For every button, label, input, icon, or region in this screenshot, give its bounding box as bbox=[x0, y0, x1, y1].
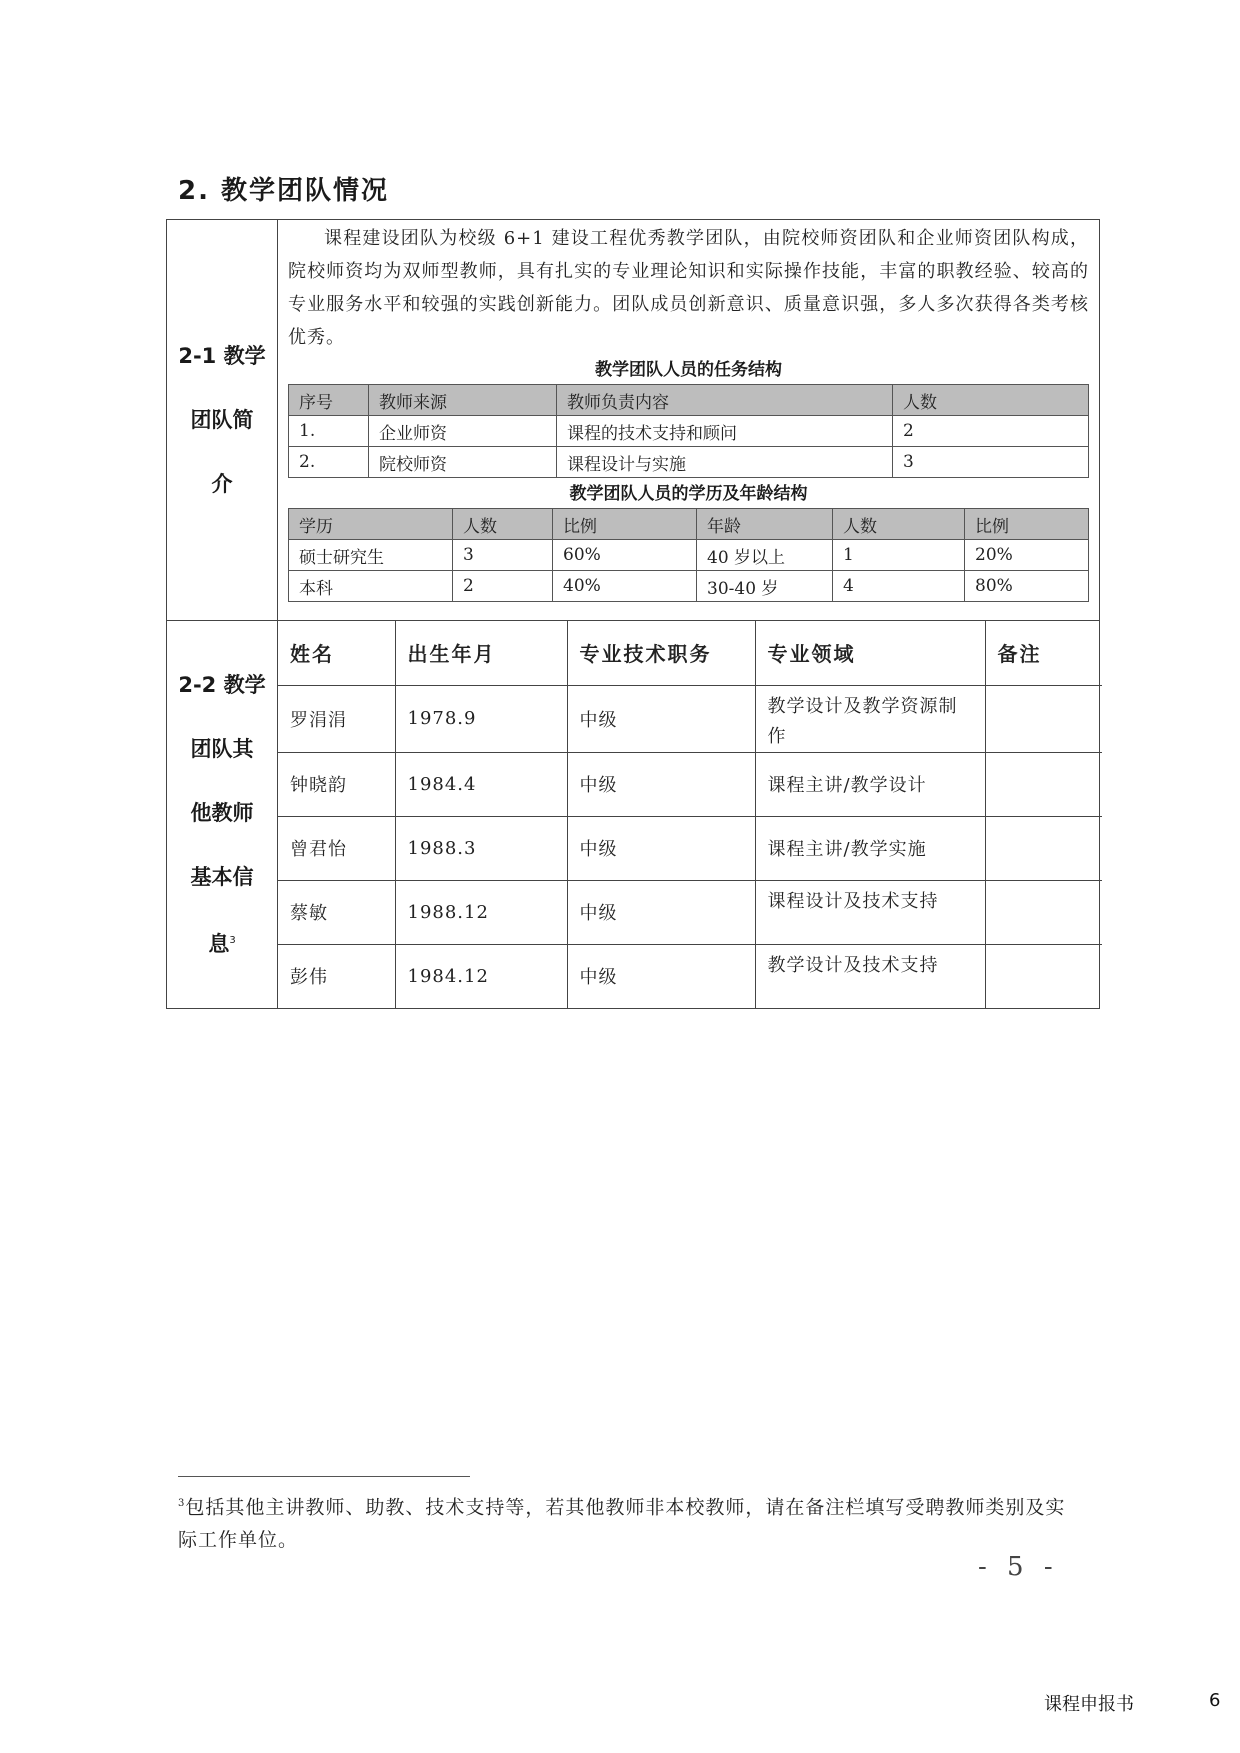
label-line: 他教师 bbox=[190, 801, 254, 825]
section-2-2-content bbox=[278, 621, 1100, 1009]
table-cell: 80% bbox=[965, 571, 1089, 602]
footnote-divider bbox=[178, 1476, 470, 1477]
birth-date: 1984.12 bbox=[395, 944, 567, 1008]
specialty-field: 教学设计及教学资源制作 bbox=[755, 685, 985, 752]
column-header: 学历 bbox=[289, 509, 453, 540]
column-header: 比例 bbox=[553, 509, 697, 540]
table-row bbox=[289, 571, 1089, 602]
table-cell: 课程设计与实施 bbox=[557, 447, 893, 478]
education-age-structure-table bbox=[288, 508, 1089, 602]
page-number: - 5 - bbox=[978, 1552, 1059, 1582]
professional-title: 中级 bbox=[567, 685, 755, 752]
section-2-1-label bbox=[167, 220, 278, 621]
birth-date: 1984.4 bbox=[395, 752, 567, 816]
footnote bbox=[178, 1487, 1068, 1557]
column-header: 比例 bbox=[965, 509, 1089, 540]
footnote-marker: 3 bbox=[178, 1498, 186, 1509]
remarks bbox=[985, 685, 1102, 752]
task-structure-table bbox=[288, 384, 1089, 478]
label-line bbox=[167, 909, 277, 976]
table-cell: 2. bbox=[289, 447, 369, 478]
table-cell: 60% bbox=[553, 540, 697, 571]
team-info-table bbox=[166, 219, 1100, 1009]
table-row bbox=[289, 447, 1089, 478]
section-2-1-row bbox=[167, 220, 1100, 621]
table-cell: 课程的技术支持和顾问 bbox=[557, 416, 893, 447]
section-2-1-content bbox=[278, 220, 1100, 621]
table-cell: 企业师资 bbox=[369, 416, 557, 447]
professional-title: 中级 bbox=[567, 752, 755, 816]
birth-date: 1988.12 bbox=[395, 880, 567, 944]
table-cell: 40% bbox=[553, 571, 697, 602]
table-row bbox=[289, 416, 1089, 447]
label-line: 基本信 bbox=[190, 865, 254, 889]
table-row bbox=[278, 752, 1102, 816]
label-line: 介 bbox=[211, 472, 233, 496]
column-header: 人数 bbox=[453, 509, 553, 540]
section-2-2-label bbox=[167, 621, 278, 1009]
remarks bbox=[985, 944, 1102, 1008]
table-cell: 本科 bbox=[289, 571, 453, 602]
teacher-name: 彭伟 bbox=[278, 944, 395, 1008]
column-header: 专业领域 bbox=[755, 621, 985, 685]
table-cell: 2 bbox=[453, 571, 553, 602]
footnote-text: 包括其他主讲教师、助教、技术支持等，若其他教师非本校教师，请在备注栏填写受聘教师类别及实际工作单位。 bbox=[178, 1496, 1066, 1552]
remarks bbox=[985, 752, 1102, 816]
section-2-2-row bbox=[167, 621, 1100, 1009]
column-header: 出生年月 bbox=[395, 621, 567, 685]
birth-date: 1978.9 bbox=[395, 685, 567, 752]
other-teachers-table bbox=[278, 621, 1102, 1008]
table-cell: 1. bbox=[289, 416, 369, 447]
column-header: 姓名 bbox=[278, 621, 395, 685]
table-row bbox=[278, 944, 1102, 1008]
table-cell: 3 bbox=[453, 540, 553, 571]
teacher-name: 钟晓韵 bbox=[278, 752, 395, 816]
table-row bbox=[278, 685, 1102, 752]
table-cell: 4 bbox=[833, 571, 965, 602]
birth-date: 1988.3 bbox=[395, 816, 567, 880]
table-cell: 20% bbox=[965, 540, 1089, 571]
teacher-name: 蔡敏 bbox=[278, 880, 395, 944]
label-line: 团队简 bbox=[190, 408, 254, 432]
table-header-row bbox=[278, 621, 1102, 685]
specialty-field: 课程主讲/教学实施 bbox=[755, 816, 985, 880]
specialty-field: 课程设计及技术支持 bbox=[755, 880, 985, 944]
table-header-row bbox=[289, 385, 1089, 416]
table-cell: 30-40 岁 bbox=[697, 571, 833, 602]
table-row bbox=[278, 816, 1102, 880]
label-text: 息 bbox=[208, 932, 230, 956]
column-header: 教师来源 bbox=[369, 385, 557, 416]
specialty-field: 课程主讲/教学设计 bbox=[755, 752, 985, 816]
education-age-structure-title: 教学团队人员的学历及年龄结构 bbox=[569, 484, 808, 504]
team-intro-text: 课程建设团队为校级 6+1 建设工程优秀教学团队，由院校师资团队和企业师资团队构成，院校师资均为双师型教师，具有扎实的专业理论知识和实际操作技能，丰富的职教经验、较高的专业服务水平和较强的实践创新能力。团队成员创新意识、质量意识强，多人多次获得各类考核优秀。 bbox=[288, 228, 1089, 348]
table-row bbox=[278, 880, 1102, 944]
column-header: 年龄 bbox=[697, 509, 833, 540]
footnote-ref: 3 bbox=[229, 935, 236, 946]
table-header-row bbox=[289, 509, 1089, 540]
document-label: 课程申报书 bbox=[1044, 1694, 1134, 1715]
table-cell: 2 bbox=[893, 416, 1089, 447]
label-line: 2-2 教学 bbox=[178, 673, 266, 697]
column-header: 人数 bbox=[893, 385, 1089, 416]
label-line: 团队其 bbox=[190, 737, 254, 761]
task-structure-title: 教学团队人员的任务结构 bbox=[595, 360, 782, 380]
remarks bbox=[985, 880, 1102, 944]
table-cell: 3 bbox=[893, 447, 1089, 478]
professional-title: 中级 bbox=[567, 816, 755, 880]
section-heading: 2. 教学团队情况 bbox=[178, 176, 390, 206]
remarks bbox=[985, 816, 1102, 880]
professional-title: 中级 bbox=[567, 880, 755, 944]
column-header: 专业技术职务 bbox=[567, 621, 755, 685]
column-header: 人数 bbox=[833, 509, 965, 540]
table-cell: 硕士研究生 bbox=[289, 540, 453, 571]
teacher-name: 罗涓涓 bbox=[278, 685, 395, 752]
table-cell: 40 岁以上 bbox=[697, 540, 833, 571]
label-line: 2-1 教学 bbox=[178, 344, 266, 368]
column-header: 教师负责内容 bbox=[557, 385, 893, 416]
column-header: 备注 bbox=[985, 621, 1102, 685]
professional-title: 中级 bbox=[567, 944, 755, 1008]
specialty-field: 教学设计及技术支持 bbox=[755, 944, 985, 1008]
teacher-name: 曾君怡 bbox=[278, 816, 395, 880]
table-row bbox=[289, 540, 1089, 571]
page-index: 6 bbox=[1209, 1690, 1221, 1711]
table-cell: 院校师资 bbox=[369, 447, 557, 478]
column-header: 序号 bbox=[289, 385, 369, 416]
table-cell: 1 bbox=[833, 540, 965, 571]
